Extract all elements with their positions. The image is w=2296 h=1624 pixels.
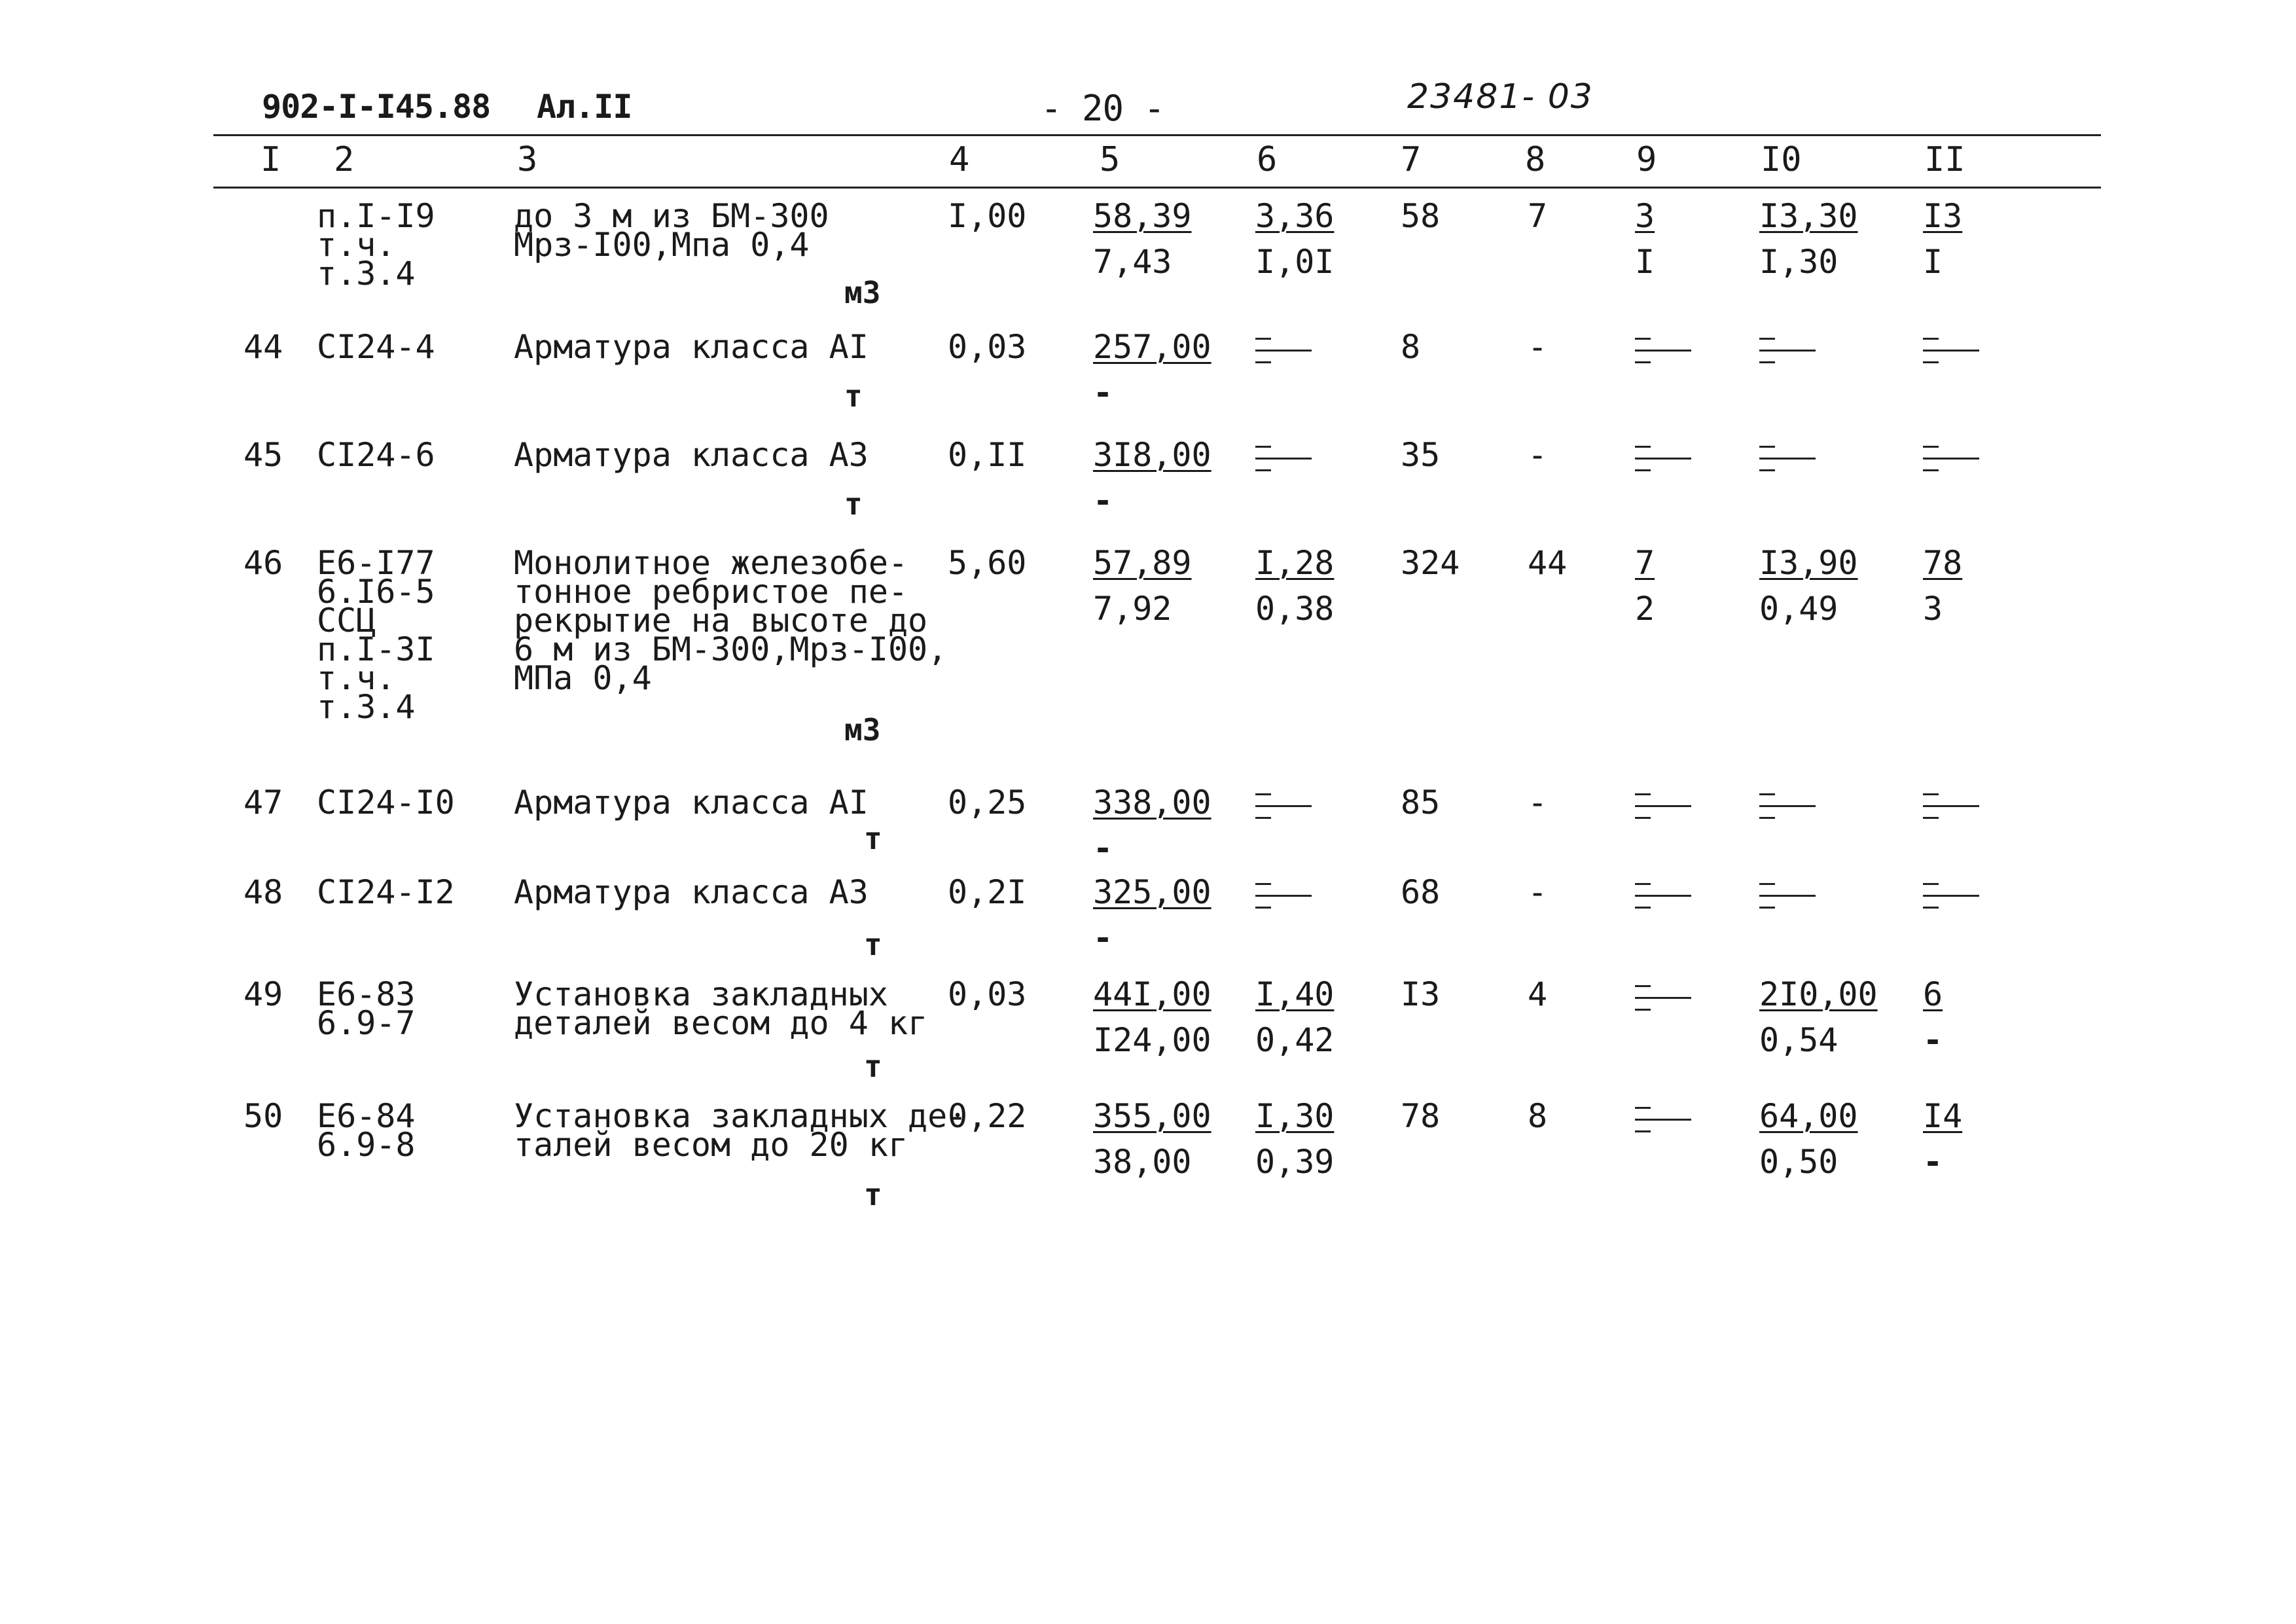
- row-number: 49: [243, 975, 283, 1013]
- c11-value-bottom: 3: [1923, 590, 1943, 628]
- row-number: 47: [243, 784, 283, 821]
- work-description: до 3 м из БМ-300 Мрз-I00,Мпа 0,4: [514, 197, 829, 264]
- c7-value: 68: [1401, 873, 1441, 911]
- c11-dash-mark: [1923, 446, 1975, 477]
- norm-code: CI24-6: [317, 436, 435, 474]
- c5-value-top: 355,00: [1093, 1097, 1211, 1135]
- c5-value-top: 338,00: [1093, 784, 1211, 821]
- c6-value-bottom: 0,42: [1255, 1021, 1335, 1059]
- c9-dash-mark: [1635, 883, 1687, 914]
- c5-value-bottom: I24,00: [1093, 1021, 1211, 1059]
- c5-value-top: 257,00: [1093, 328, 1211, 366]
- c6-value-top: I,28: [1255, 544, 1335, 582]
- c5-value-top: 44I,00: [1093, 975, 1211, 1013]
- c6-value-bottom: 0,38: [1255, 590, 1335, 628]
- c10-dash-mark: [1759, 883, 1812, 914]
- c8-value: -: [1528, 436, 1548, 474]
- c10-dash-mark: [1759, 338, 1812, 369]
- column-header-4: 4: [949, 140, 970, 179]
- c10-value-top: 64,00: [1759, 1097, 1858, 1135]
- c9-dash-mark: [1635, 985, 1687, 1017]
- c5-value-bottom: -: [1093, 829, 1113, 867]
- work-description: Арматура класса A3: [514, 873, 869, 911]
- c8-value: 44: [1528, 544, 1568, 582]
- c7-value: 35: [1401, 436, 1441, 474]
- work-description: Установка закладных деталей весом до 4 кг: [514, 975, 928, 1042]
- c7-value: 78: [1401, 1097, 1441, 1135]
- c11-value-bottom: I: [1923, 243, 1943, 281]
- norm-code: CI24-I2: [317, 873, 455, 911]
- column-header-9: 9: [1636, 140, 1657, 179]
- c8-value: 4: [1528, 975, 1548, 1013]
- c11-value-top: I4: [1923, 1097, 1963, 1135]
- c9-dash-mark: [1635, 793, 1687, 825]
- c10-dash-mark: [1759, 446, 1812, 477]
- c11-dash-mark: [1923, 883, 1975, 914]
- c8-value: -: [1528, 873, 1548, 911]
- norm-code: CI24-I0: [317, 784, 455, 821]
- quantity: I,00: [948, 197, 1027, 235]
- row-number: 50: [243, 1097, 283, 1135]
- quantity: 0,03: [948, 975, 1027, 1013]
- c7-value: 58: [1401, 197, 1441, 235]
- c5-value-top: 57,89: [1093, 544, 1192, 582]
- unit-of-measure: м3: [844, 275, 881, 310]
- c11-value-top: 78: [1923, 544, 1963, 582]
- unit-of-measure: т: [864, 927, 882, 962]
- c5-value-bottom: -: [1093, 482, 1113, 520]
- c10-dash-mark: [1759, 793, 1812, 825]
- c9-value-top: 3: [1635, 197, 1655, 235]
- row-number: 45: [243, 436, 283, 474]
- c5-value-bottom: -: [1093, 374, 1113, 412]
- column-header-6: 6: [1257, 140, 1278, 179]
- c5-value-bottom: -: [1093, 919, 1113, 957]
- header-bottom-rule: [213, 187, 2101, 189]
- column-header-5: 5: [1100, 140, 1121, 179]
- page-number: - 20 -: [1041, 88, 1165, 129]
- c5-value-top: 325,00: [1093, 873, 1211, 911]
- c10-value-bottom: I,30: [1759, 243, 1839, 281]
- work-description: Арматура класса AI: [514, 784, 869, 821]
- row-number: 44: [243, 328, 283, 366]
- c10-value-top: I3,30: [1759, 197, 1858, 235]
- c6-value-top: I,30: [1255, 1097, 1335, 1135]
- c8-value: -: [1528, 328, 1548, 366]
- c10-value-bottom: 0,54: [1759, 1021, 1839, 1059]
- column-header-8: 8: [1525, 140, 1546, 179]
- c7-value: I3: [1401, 975, 1441, 1013]
- header-top-rule: [213, 134, 2101, 136]
- norm-code: п.I-I9 т.ч. т.3.4: [317, 197, 435, 293]
- c11-value-top: I3: [1923, 197, 1963, 235]
- handwritten-number: 23481- 03: [1407, 77, 1594, 117]
- c8-value: 8: [1528, 1097, 1548, 1135]
- norm-code: Е6-I77 6.I6-5 ССЦ п.I-3I т.ч. т.3.4: [317, 544, 435, 726]
- c5-value-bottom: 38,00: [1093, 1143, 1192, 1181]
- quantity: 5,60: [948, 544, 1027, 582]
- unit-of-measure: м3: [844, 712, 881, 748]
- unit-of-measure: т: [864, 821, 882, 856]
- c9-dash-mark: [1635, 446, 1687, 477]
- c11-value-bottom: -: [1923, 1143, 1943, 1181]
- document-code: 902-I-I45.88: [262, 88, 491, 126]
- c9-dash-mark: [1635, 1107, 1687, 1138]
- norm-code: Е6-83 6.9-7: [317, 975, 416, 1042]
- column-header-3: 3: [517, 140, 538, 179]
- album-number: Ал.II: [537, 88, 632, 126]
- c7-value: 85: [1401, 784, 1441, 821]
- c6-value-top: 3,36: [1255, 197, 1335, 235]
- c10-value-bottom: 0,50: [1759, 1143, 1839, 1181]
- c5-value-top: 3I8,00: [1093, 436, 1211, 474]
- column-header-1: I: [260, 140, 281, 179]
- unit-of-measure: т: [844, 486, 863, 522]
- unit-of-measure: т: [864, 1177, 882, 1212]
- column-header-11: II: [1924, 140, 1965, 179]
- quantity: 0,25: [948, 784, 1027, 821]
- quantity: 0,03: [948, 328, 1027, 366]
- c5-value-top: 58,39: [1093, 197, 1192, 235]
- column-header-2: 2: [334, 140, 355, 179]
- c11-value-top: 6: [1923, 975, 1943, 1013]
- c11-dash-mark: [1923, 793, 1975, 825]
- work-description: Установка закладных де- талей весом до 20 кг: [514, 1097, 967, 1164]
- c5-value-bottom: 7,43: [1093, 243, 1172, 281]
- c11-dash-mark: [1923, 338, 1975, 369]
- c6-value-bottom: 0,39: [1255, 1143, 1335, 1181]
- column-header-10: I0: [1761, 140, 1802, 179]
- c6-dash-mark: [1255, 793, 1308, 825]
- c11-value-bottom: -: [1923, 1021, 1943, 1059]
- c10-value-top: 2I0,00: [1759, 975, 1878, 1013]
- quantity: 0,2I: [948, 873, 1027, 911]
- c9-dash-mark: [1635, 338, 1687, 369]
- c6-dash-mark: [1255, 338, 1308, 369]
- c9-value-bottom: I: [1635, 243, 1655, 281]
- c5-value-bottom: 7,92: [1093, 590, 1172, 628]
- row-number: 46: [243, 544, 283, 582]
- unit-of-measure: т: [844, 378, 863, 414]
- c7-value: 324: [1401, 544, 1460, 582]
- column-header-7: 7: [1401, 140, 1422, 179]
- c8-value: 7: [1528, 197, 1548, 235]
- c8-value: -: [1528, 784, 1548, 821]
- work-description: Арматура класса A3: [514, 436, 869, 474]
- norm-code: Е6-84 6.9-8: [317, 1097, 416, 1164]
- c6-value-bottom: I,0I: [1255, 243, 1335, 281]
- unit-of-measure: т: [864, 1049, 882, 1084]
- c6-dash-mark: [1255, 883, 1308, 914]
- quantity: 0,II: [948, 436, 1027, 474]
- quantity: 0,22: [948, 1097, 1027, 1135]
- c10-value-bottom: 0,49: [1759, 590, 1839, 628]
- row-number: 48: [243, 873, 283, 911]
- c9-value-top: 7: [1635, 544, 1655, 582]
- c10-value-top: I3,90: [1759, 544, 1858, 582]
- work-description: Арматура класса AI: [514, 328, 869, 366]
- norm-code: CI24-4: [317, 328, 435, 366]
- c7-value: 8: [1401, 328, 1421, 366]
- c9-value-bottom: 2: [1635, 590, 1655, 628]
- work-description: Монолитное железобе- тонное ребристое пе- рекрытие на высоте до 6 м из БМ-300,Мрз-I00, МПа 0,4: [514, 544, 948, 697]
- c6-dash-mark: [1255, 446, 1308, 477]
- c6-value-top: I,40: [1255, 975, 1335, 1013]
